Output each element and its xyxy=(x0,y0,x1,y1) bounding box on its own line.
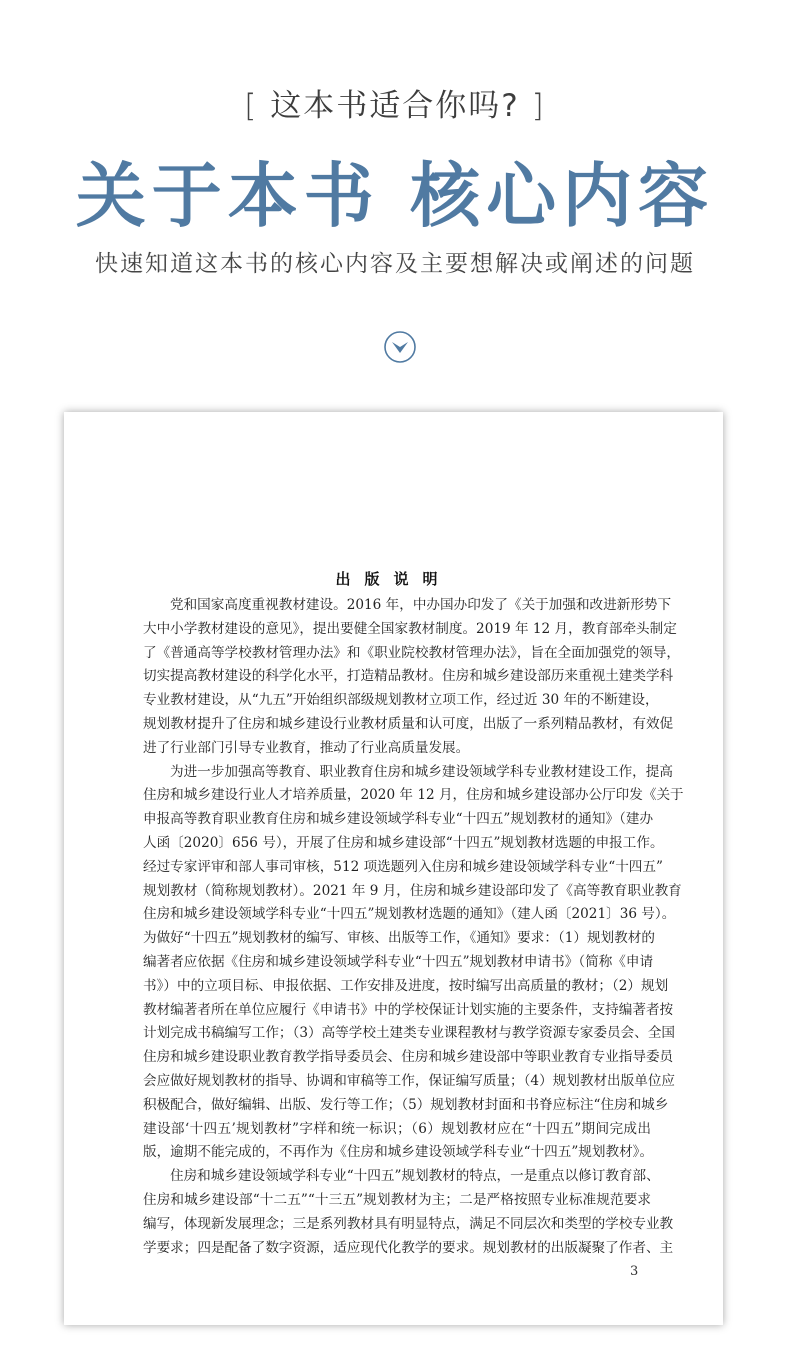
paragraph-line: 住房和城乡建设职业教育教学指导委员会、住房和城乡建设部中等职业教育专业指导委员 xyxy=(143,1049,674,1066)
paragraph-line: 会应做好规划教材的指导、协调和审稿等工作，保证编写质量；（4）规划教材出版单位应 xyxy=(143,1072,676,1089)
paragraph-line: 学要求；四是配备了数字资源，适应现代化教学的要求。规划教材的出版凝聚了作者、主 xyxy=(143,1239,674,1256)
paragraph-line: 书》）中的立项目标、申报依据、工作安排及进度，按时编写出高质量的教材；（2）规划 xyxy=(143,977,669,994)
page-number: 3 xyxy=(630,1264,639,1279)
paragraph-line: 党和国家高度重视教材建设。2016 年，中办国办印发了《关于加强和改进新形势下 xyxy=(170,597,672,613)
paragraph-line: 为做好“十四五”规划教材的编写、审核、出版等工作，《通知》要求：（1）规划教材的 xyxy=(143,930,655,947)
paragraph-line: 住房和城乡建设领域学科专业“十四五”规划教材选题的通知》（建人函〔2021〕36 号）。 xyxy=(143,906,676,923)
paragraph-line: 规划教材提升了住房和城乡建设行业教材质量和认可度，出版了一系列精品教材，有效促 xyxy=(143,715,674,732)
kicker-text: 这本书适合你吗? xyxy=(270,88,520,124)
paragraph-line: 积极配合，做好编辑、出版、发行等工作；（5）规划教材封面和书脊应标注“住房和城乡 xyxy=(143,1096,669,1113)
bracket-open: [ xyxy=(244,88,259,124)
paragraph-line: 人函〔2020〕656 号），开展了住房和城乡建设部“十四五”规划教材选题的申报工作。 xyxy=(143,834,664,851)
page-subtitle: 快速知道这本书的核心内容及主要想解决或阐述的问题 xyxy=(95,251,695,277)
paragraph-line: 住房和城乡建设行业人才培养质量，2020 年 12 月，住房和城乡建设部办公厅印发《关于 xyxy=(143,787,684,804)
document-title: 出版说明 xyxy=(335,570,452,588)
bracket-close: ] xyxy=(531,88,546,124)
document-body xyxy=(143,594,684,1260)
paragraph-line: 版，逾期不能完成的，不再作为《住房和城乡建设领域学科专业“十四五”规划教材》。 xyxy=(143,1144,654,1161)
page-title: 关于本书 核心内容 xyxy=(75,154,715,237)
paragraph-line: 规划教材（简称规划教材）。2021 年 9 月，住房和城乡建设部印发了《高等教育职业教育 xyxy=(143,882,682,899)
kicker-heading xyxy=(0,80,790,125)
paragraph-line: 专业教材建设，从“九五”开始组织部级规划教材立项工作，经过近 30 年的不断建设， xyxy=(143,692,659,709)
paragraph-line: 进了行业部门引导专业教育，推动了行业高质量发展。 xyxy=(143,739,470,756)
paragraph-line: 教材编著者所在单位应履行《申请书》中的学校保证计划实施的主要条件，支持编著者按 xyxy=(143,1001,674,1018)
paragraph-line: 了《普通高等学校教材管理办法》和《职业院校教材管理办法》，旨在全面加强党的领导， xyxy=(143,644,680,661)
paragraph-line: 切实提高教材建设的科学化水平，打造精品教材。住房和城乡建设部历来重视土建类学科 xyxy=(143,668,674,685)
paragraph-line: 住房和城乡建设领域学科专业“十四五”规划教材的特点，一是重点以修订教育部、 xyxy=(170,1168,660,1185)
book-page xyxy=(64,412,723,1325)
chevron-down-circle-icon xyxy=(384,331,416,363)
paragraph-line: 申报高等教育职业教育住房和城乡建设领域学科专业“十四五”规划教材的通知》（建办 xyxy=(143,811,654,828)
paragraph-line: 为进一步加强高等教育、职业教育住房和城乡建设领域学科专业教材建设工作，提高 xyxy=(170,763,673,780)
paragraph-line: 住房和城乡建设部“十二五”“十三五”规划教材为主；二是严格按照专业标准规范要求 xyxy=(143,1191,651,1208)
paragraph-line: 大中小学教材建设的意见》，提出要健全国家教材制度。2019 年 12 月，教育部牵头制定 xyxy=(143,620,677,637)
paragraph-line: 编写，体现新发展理念；三是系列教材具有明显特点，满足不同层次和类型的学校专业教 xyxy=(143,1215,674,1232)
paragraph-line: 建设部‘十四五’规划教材”字样和统一标识；（6）规划教材应在“十四五”期间完成出 xyxy=(143,1120,651,1137)
paragraph-line: 编著者应依据《住房和城乡建设领域学科专业“十四五”规划教材申请书》（简称《申请 xyxy=(143,953,654,970)
paragraph-line: 计划完成书稿编写工作；（3）高等学校土建类专业课程教材与教学资源专家委员会、全国 xyxy=(143,1025,676,1042)
paragraph-line: 经过专家评审和部人事司审核，512 项选题列入住房和城乡建设领域学科专业“十四五” xyxy=(143,858,663,875)
